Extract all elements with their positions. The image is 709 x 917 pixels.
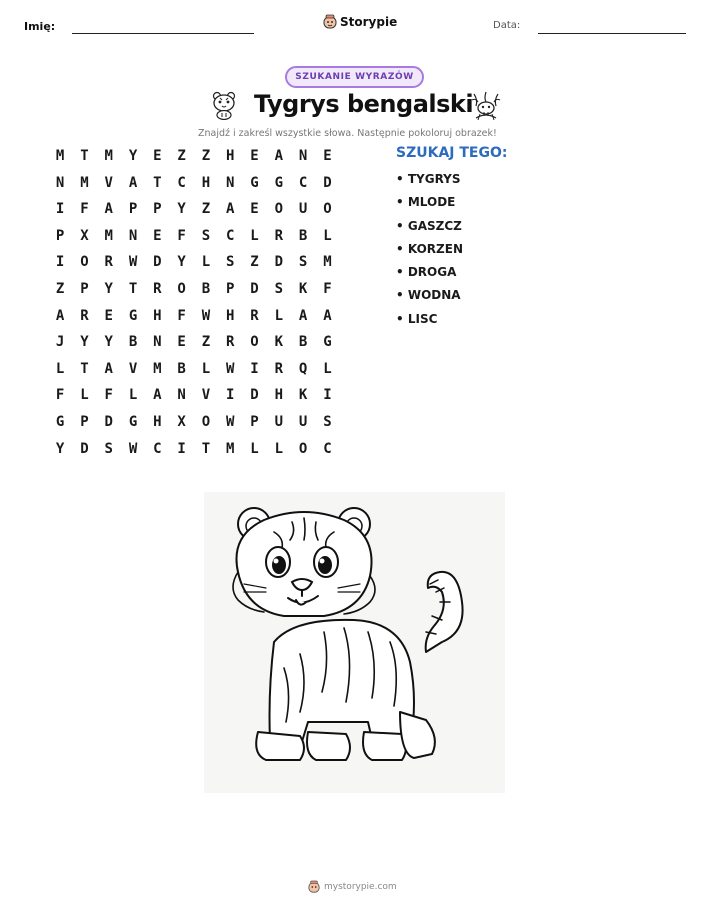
- footer-url: mystorypie.com: [324, 882, 397, 892]
- grid-row: [48, 254, 340, 281]
- grid-row: [48, 387, 340, 414]
- grid-letter[interactable]: N: [128, 227, 138, 244]
- grid-letter[interactable]: C: [226, 227, 235, 244]
- grid-letter[interactable]: Z: [177, 148, 186, 164]
- grid-letter[interactable]: F: [177, 307, 186, 324]
- grid-letter[interactable]: E: [177, 334, 186, 351]
- grid-letter[interactable]: P: [80, 413, 89, 430]
- date-line: [538, 33, 686, 34]
- grid-row: [48, 441, 340, 468]
- grid-letter[interactable]: S: [274, 280, 284, 297]
- grid-letter[interactable]: A: [55, 307, 65, 324]
- grid-letter[interactable]: N: [55, 174, 65, 191]
- grid-letter[interactable]: O: [177, 280, 186, 297]
- word-list-item: • KORZEN: [396, 241, 463, 256]
- grid-letter[interactable]: R: [274, 360, 284, 377]
- grid-letter[interactable]: O: [201, 413, 211, 430]
- grid-letter[interactable]: A: [274, 148, 284, 164]
- grid-letter[interactable]: G: [323, 334, 332, 351]
- footer: [308, 880, 397, 894]
- grid-letter[interactable]: Y: [104, 280, 113, 297]
- grid-letter[interactable]: F: [323, 280, 332, 297]
- grid-letter[interactable]: C: [153, 440, 162, 457]
- grid-letter[interactable]: T: [80, 148, 89, 164]
- tiger-illustration: [204, 492, 505, 793]
- grid-letter[interactable]: M: [80, 174, 89, 191]
- grid-letter[interactable]: Y: [80, 334, 89, 351]
- grid-letter[interactable]: B: [298, 227, 308, 244]
- grid-letter[interactable]: N: [177, 387, 186, 404]
- grid-letter[interactable]: R: [250, 307, 259, 324]
- grid-letter[interactable]: R: [226, 334, 235, 351]
- grid-letter[interactable]: H: [226, 148, 235, 164]
- grid-letter[interactable]: S: [104, 440, 113, 457]
- grid-letter[interactable]: O: [274, 201, 284, 218]
- word-list-item: • GASZCZ: [396, 218, 462, 233]
- grid-letter[interactable]: L: [250, 440, 259, 457]
- grid-letter[interactable]: S: [323, 413, 332, 430]
- grid-letter[interactable]: A: [128, 174, 138, 191]
- grid-letter[interactable]: B: [128, 334, 138, 351]
- grid-letter[interactable]: E: [250, 201, 259, 218]
- grid-letter[interactable]: A: [226, 201, 235, 218]
- grid-letter[interactable]: T: [153, 174, 162, 191]
- grid-letter[interactable]: N: [298, 148, 308, 164]
- grid-letter[interactable]: H: [226, 307, 235, 324]
- grid-letter[interactable]: D: [80, 440, 89, 457]
- grid-letter[interactable]: O: [323, 201, 332, 218]
- grid-letter[interactable]: T: [201, 440, 211, 457]
- grid-letter[interactable]: I: [250, 360, 259, 377]
- grid-letter[interactable]: E: [323, 148, 332, 164]
- grid-letter[interactable]: P: [226, 280, 235, 297]
- grid-row: [48, 414, 340, 441]
- grid-letter[interactable]: E: [153, 148, 162, 164]
- grid-row: [48, 148, 340, 175]
- grid-letter[interactable]: S: [226, 254, 235, 271]
- grid-letter[interactable]: F: [104, 387, 113, 404]
- grid-letter[interactable]: D: [104, 413, 113, 430]
- grid-letter[interactable]: I: [226, 387, 235, 404]
- grid-letter[interactable]: S: [201, 227, 211, 244]
- grid-letter[interactable]: Y: [177, 201, 186, 218]
- grid-letter[interactable]: K: [298, 387, 308, 404]
- grid-letter[interactable]: A: [153, 387, 162, 404]
- grid-letter[interactable]: Y: [128, 148, 138, 164]
- grid-letter[interactable]: F: [55, 387, 65, 404]
- word-search-grid: [48, 148, 340, 467]
- grid-letter[interactable]: W: [128, 254, 138, 271]
- grid-letter[interactable]: L: [274, 440, 284, 457]
- date-label: Data:: [493, 20, 521, 31]
- grid-letter[interactable]: G: [250, 174, 259, 191]
- grid-letter[interactable]: Z: [201, 148, 211, 164]
- grid-letter[interactable]: U: [274, 413, 284, 430]
- grid-letter[interactable]: A: [323, 307, 332, 324]
- grid-letter[interactable]: T: [128, 280, 138, 297]
- tiger-cub-icon: [210, 90, 238, 120]
- grid-letter[interactable]: E: [250, 148, 259, 164]
- grid-letter[interactable]: R: [153, 280, 162, 297]
- grid-letter[interactable]: N: [226, 174, 235, 191]
- grid-letter[interactable]: P: [250, 413, 259, 430]
- grid-letter[interactable]: Y: [55, 440, 65, 457]
- brand-logo: [323, 14, 397, 30]
- grid-letter[interactable]: K: [274, 334, 284, 351]
- header: [0, 14, 709, 44]
- grid-letter[interactable]: X: [80, 227, 89, 244]
- grid-letter[interactable]: N: [153, 334, 162, 351]
- grid-letter[interactable]: W: [226, 413, 235, 430]
- grid-letter[interactable]: D: [250, 280, 259, 297]
- grid-letter[interactable]: D: [274, 254, 284, 271]
- grid-letter[interactable]: D: [323, 174, 332, 191]
- grid-letter[interactable]: O: [80, 254, 89, 271]
- grid-letter[interactable]: Z: [201, 201, 211, 218]
- grid-letter[interactable]: L: [323, 360, 332, 377]
- word-list-item: • TYGRYS: [396, 172, 461, 186]
- instructions-text: Znajdź i zakreśl wszystkie słowa. Następnie pokoloruj obrazek!: [198, 128, 497, 139]
- grid-letter[interactable]: B: [201, 280, 211, 297]
- grid-letter[interactable]: O: [298, 440, 308, 457]
- grid-letter[interactable]: U: [298, 413, 308, 430]
- grid-letter[interactable]: X: [177, 413, 186, 430]
- grid-letter[interactable]: A: [104, 360, 113, 377]
- grid-letter[interactable]: T: [80, 360, 89, 377]
- grid-letter[interactable]: R: [104, 254, 113, 271]
- grid-letter[interactable]: Q: [298, 360, 308, 377]
- grid-letter[interactable]: O: [250, 334, 259, 351]
- grid-letter[interactable]: A: [298, 307, 308, 324]
- grid-letter[interactable]: S: [298, 254, 308, 271]
- grid-row: [48, 175, 340, 202]
- grid-row: [48, 334, 340, 361]
- grid-letter[interactable]: H: [153, 413, 162, 430]
- grid-letter[interactable]: L: [274, 307, 284, 324]
- grid-letter[interactable]: I: [55, 201, 65, 218]
- grid-letter[interactable]: H: [201, 174, 211, 191]
- grid-letter[interactable]: L: [128, 387, 138, 404]
- storypie-mascot-icon: [308, 880, 320, 894]
- grid-row: [48, 308, 340, 335]
- grid-letter[interactable]: V: [201, 387, 211, 404]
- grid-letter[interactable]: G: [274, 174, 284, 191]
- grid-letter[interactable]: M: [226, 440, 235, 457]
- grid-letter[interactable]: Y: [104, 334, 113, 351]
- grid-letter[interactable]: L: [55, 360, 65, 377]
- grid-letter[interactable]: L: [323, 227, 332, 244]
- grid-letter[interactable]: F: [177, 227, 186, 244]
- word-list-item: • MLODE: [396, 195, 456, 210]
- grid-letter[interactable]: B: [177, 360, 186, 377]
- grid-letter[interactable]: C: [323, 440, 332, 457]
- word-list-item: • WODNA: [396, 288, 461, 303]
- grid-letter[interactable]: K: [298, 280, 308, 297]
- jungle-tiger-icon: [470, 90, 502, 122]
- grid-letter[interactable]: H: [153, 307, 162, 324]
- grid-letter[interactable]: C: [177, 174, 186, 191]
- word-list-item: • LISC: [396, 311, 438, 326]
- tiger-coloring-picture: [204, 492, 505, 793]
- grid-letter[interactable]: G: [128, 413, 138, 430]
- grid-letter[interactable]: I: [323, 387, 332, 404]
- grid-letter[interactable]: C: [298, 174, 308, 191]
- grid-letter[interactable]: H: [274, 387, 284, 404]
- word-list: [396, 172, 463, 335]
- grid-row: [48, 228, 340, 255]
- grid-letter[interactable]: W: [226, 360, 235, 377]
- grid-letter[interactable]: E: [104, 307, 113, 324]
- page-title: Tygrys bengalski: [254, 90, 474, 118]
- grid-letter[interactable]: V: [128, 360, 138, 377]
- grid-letter[interactable]: V: [104, 174, 113, 191]
- name-line: [72, 33, 254, 34]
- grid-letter[interactable]: B: [298, 334, 308, 351]
- grid-letter[interactable]: F: [80, 201, 89, 218]
- grid-letter[interactable]: R: [274, 227, 284, 244]
- grid-letter[interactable]: M: [55, 148, 65, 164]
- grid-letter[interactable]: M: [153, 360, 162, 377]
- grid-letter[interactable]: P: [80, 280, 89, 297]
- name-label: Imię:: [24, 20, 56, 33]
- grid-letter[interactable]: P: [153, 201, 162, 218]
- grid-letter[interactable]: Z: [201, 334, 211, 351]
- grid-letter[interactable]: M: [104, 227, 113, 244]
- grid-letter[interactable]: A: [104, 201, 113, 218]
- grid-letter[interactable]: G: [55, 413, 65, 430]
- grid-row: [48, 281, 340, 308]
- grid-letter[interactable]: D: [250, 387, 259, 404]
- word-list-item: • DROGA: [396, 265, 457, 280]
- grid-letter[interactable]: D: [153, 254, 162, 271]
- grid-letter[interactable]: Z: [250, 254, 259, 271]
- brand-name: Storypie: [340, 15, 398, 29]
- grid-letter[interactable]: L: [250, 227, 259, 244]
- grid-letter[interactable]: Z: [55, 280, 65, 297]
- storypie-mascot-icon: [323, 14, 337, 30]
- grid-letter[interactable]: G: [128, 307, 138, 324]
- grid-letter[interactable]: P: [55, 227, 65, 244]
- grid-letter[interactable]: L: [80, 387, 89, 404]
- grid-row: [48, 361, 340, 388]
- grid-letter[interactable]: I: [177, 440, 186, 457]
- grid-letter[interactable]: J: [55, 334, 65, 351]
- grid-row: [48, 201, 340, 228]
- grid-letter[interactable]: W: [128, 440, 138, 457]
- grid-letter[interactable]: I: [55, 254, 65, 271]
- grid-letter[interactable]: L: [201, 360, 211, 377]
- word-list-title: SZUKAJ TEGO:: [396, 145, 508, 161]
- grid-letter[interactable]: L: [201, 254, 211, 271]
- grid-letter[interactable]: P: [128, 201, 138, 218]
- grid-letter[interactable]: Y: [177, 254, 186, 271]
- category-badge: SZUKANIE WYRAZÓW: [285, 66, 424, 88]
- grid-letter[interactable]: M: [104, 148, 113, 164]
- grid-letter[interactable]: W: [201, 307, 211, 324]
- grid-letter[interactable]: U: [298, 201, 308, 218]
- grid-letter[interactable]: E: [153, 227, 162, 244]
- grid-letter[interactable]: M: [323, 254, 332, 271]
- grid-letter[interactable]: R: [80, 307, 89, 324]
